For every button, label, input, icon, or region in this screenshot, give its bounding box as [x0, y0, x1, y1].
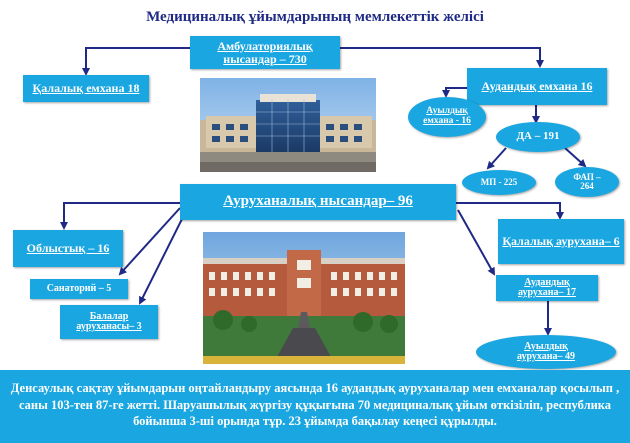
- hospital-courtyard-photo: [203, 232, 405, 364]
- ambulatory-node: [190, 36, 340, 69]
- rural-hospital-node: [476, 335, 616, 369]
- city-clinic-node: [23, 75, 149, 102]
- fap-node: [555, 167, 619, 197]
- hospitals-label: Ауруханалық нысандар– 96: [223, 193, 413, 210]
- fap-label: ФАП – 264: [573, 171, 601, 191]
- line-hospitals-district: [458, 210, 494, 274]
- sanatorium-node: [30, 279, 128, 299]
- rural-clinic-label: Ауылдық емхана - 16: [423, 106, 471, 126]
- line-da-fap: [565, 148, 585, 166]
- line-ambulatory-city: [86, 48, 190, 74]
- city-hospital-node: [498, 219, 624, 264]
- district-clinic-node: [467, 68, 607, 105]
- rural-clinic-node: [408, 97, 486, 137]
- district-clinic-label: Аудандық емхана 16: [481, 79, 593, 94]
- rural-hospital-label: Ауылдық аурухана– 49: [516, 340, 576, 362]
- da-label: ДА – 191: [516, 130, 560, 143]
- regional-node: [13, 230, 123, 267]
- mp-node: [462, 170, 536, 195]
- line-da-mp: [488, 148, 506, 168]
- city-clinic-label: Қалалық емхана 18: [32, 81, 140, 96]
- footer-text: Денсаулық сақтау ұйымдарын оңтайландыру аясында 16 аудандық ауруханалар мен емханалар қосылып , саны 103-тен 87-ге жетті. Шаруашылық жүргізу құқығына 70 медициналық ұйым өткізіліп, республика бойынша 3-ші орында тұр. 23 ұйымда бақылау кеңесі құрылды.: [10, 381, 620, 428]
- childrens-hospital-label: Балалар ауруханасы– 3: [76, 310, 142, 332]
- regional-label: Облыстық – 16: [26, 241, 110, 256]
- sanatorium-label: Санаторий – 5: [46, 282, 112, 294]
- hospitals-node: [180, 184, 456, 220]
- district-hospital-label: Аудандық аурухана– 17: [517, 276, 577, 298]
- city-hospital-label: Қалалық аурухана– 6: [502, 234, 620, 249]
- da-node: [496, 122, 580, 152]
- footer-summary: [0, 370, 630, 443]
- childrens-hospital-node: [60, 305, 158, 339]
- clinic-building-photo: [200, 78, 376, 172]
- line-hospitals-city: [456, 203, 560, 218]
- ambulatory-label: Амбулаториялық нысандар – 730: [217, 38, 313, 66]
- district-hospital-node: [496, 275, 598, 301]
- mp-label: МП - 225: [480, 176, 518, 187]
- page-title: Медициналық ұйымдарының мемлекеттік желісі: [146, 9, 484, 25]
- line-ambulatory-district: [340, 48, 540, 66]
